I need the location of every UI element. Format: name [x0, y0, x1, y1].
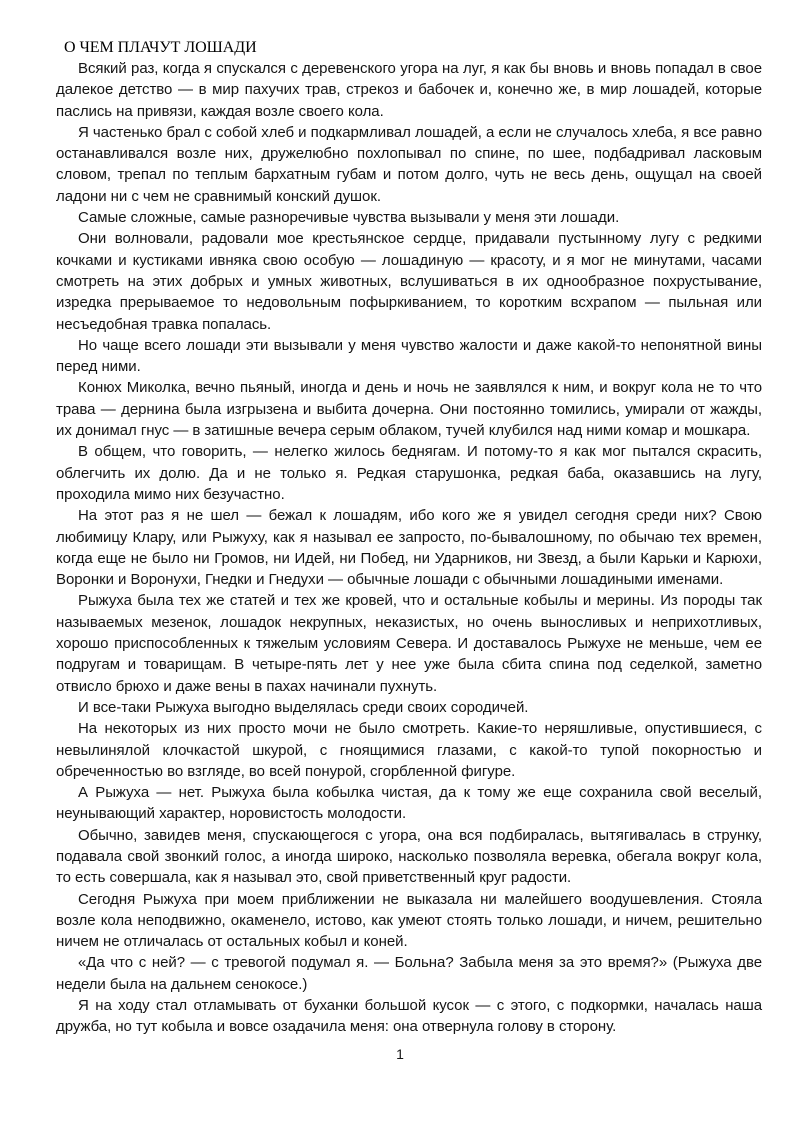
page-number: 1 — [396, 1046, 404, 1062]
paragraph: Сегодня Рыжуха при моем приближении не выказала ни малейшего воодушевления. Стояла возле кола неподвижно, окаменело, истово, как умеют стоять только лошади, и ничем, решительно ничем не отличалась от остальных кобыл и коней. — [56, 890, 762, 951]
paragraph: Всякий раз, когда я спускался с деревенского угора на луг, я как бы вновь и вновь попадал в свое далекое детство — в мир пахучих трав, стрекоз и бабочек и, конечно же, в мир лошадей, которые паслись на привязи, каждая возле своего кола. — [56, 60, 762, 120]
paragraph: Но чаще всего лошади эти вызывали у меня чувство жалости и даже какой-то непонятной вины перед ними. — [56, 336, 762, 376]
paragraph: Они волновали, радовали мое крестьянское сердце, придавали пустынному лугу с редкими кочками и кустиками ивняка свою особую — лошадиную — красоту, и я мог не минутами, часами смотреть на этих добрых и умных животных, вслушиваться в их однообразное похрустывание, изредка прерываемое то недовольным пофыркиванием, то коротким всхрапом — пыльная или несъедобная травка попалась. — [56, 230, 762, 333]
paragraph: Я частенько брал с собой хлеб и подкармливал лошадей, а если не случалось хлеба, я все равно останавливался возле них, дружелюбно похлопывал по спине, по шее, подбадривал ласковым словом, трепал по теплым бархатным губам и потом долго, чуть не весь день, ощущал на своей ладони ни с чем не сравнимый конский душок. — [56, 123, 762, 205]
document-title: О ЧЕМ ПЛАЧУТ ЛОШАДИ — [64, 39, 257, 56]
paragraph: «Да что с ней? — с тревогой подумал я. — Больна? Забыла меня за это время?» (Рыжуха две недели была на дальнем сенокосе.) — [56, 954, 762, 993]
paragraph: А Рыжуха — нет. Рыжуха была кобылка чистая, да к тому же еще сохранила свой веселый, неунывающий характер, норовистость молодости. — [56, 784, 762, 823]
paragraph: Обычно, завидев меня, спускающегося с угора, она вся подбиралась, вытягивалась в струнку, подавала свой звонкий голос, а иногда широко, насколько позволяла веревка, обегала вокруг кола, то есть совершала, как я называл это, свой приветственный круг радости. — [56, 826, 762, 887]
paragraph: Я на ходу стал отламывать от буханки большой кусок — с этого, с подкормки, началась наша дружба, но тут кобыла и вовсе озадачила меня: она отвернула голову в сторону. — [56, 997, 762, 1036]
paragraph: Рыжуха была тех же статей и тех же кровей, что и остальные кобылы и мерины. Из породы так называемых мезенок, лошадок некрупных, неказистых, но очень выносливых и неприхотливых, хорошо приспособленных к тяжелым условиям Севера. И доставалось Рыжухе не меньше, чем ее подругам и товарищам. В четыре-пять лет у нее уже была сбита спина под седелкой, заметно отвисло брюхо и даже вены в пахах начинали пухнуть. — [56, 592, 762, 695]
paragraph: На этот раз я не шел — бежал к лошадям, ибо кого же я увидел сегодня среди них? Свою любимицу Клару, или Рыжуху, как я называл ее запросто, по-бывалошному, по обычаю тех времен, когда еще не было ни Громов, ни Идей, ни Побед, ни Ударников, ни Звезд, а были Карьки и Карюхи, Воронки и Воронухи, Гнедки и Гнедухи — обычные лошади с обычными лошадиными именами. — [56, 507, 762, 589]
text-body — [56, 37, 762, 1038]
paragraph: Самые сложные, самые разноречивые чувства вызывали у меня эти лошади. — [78, 209, 620, 227]
paragraph: И все-таки Рыжуха выгодно выделялась среди своих сородичей. — [78, 698, 529, 716]
paragraph: Конюх Миколка, вечно пьяный, иногда и день и ночь не заявлялся к ним, и вокруг кола не то что трава — дернина была изгрызена и выбита дочерна. Они постоянно томились, умирали от жажды, их донимал гнус — в затишные вечера серым облаком, тучей клубился над ними комар и мошкара. — [56, 379, 762, 440]
paragraph: В общем, что говорить, — нелегко жилось беднягам. И потому-то я как мог пытался скрасить, облегчить их долю. Да и не только я. Редкая старушонка, редкая баба, оказавшись на лугу, проходила мимо них безучастно. — [56, 443, 762, 503]
paragraph: На некоторых из них просто мочи не было смотреть. Какие-то неряшливые, опустившиеся, с невылинялой клочкастой шкурой, с гноящимися глазами, с какой-то тупой покорностью и обреченностью во взгляде, во всей понурой, сгорбленной фигуре. — [56, 720, 762, 780]
